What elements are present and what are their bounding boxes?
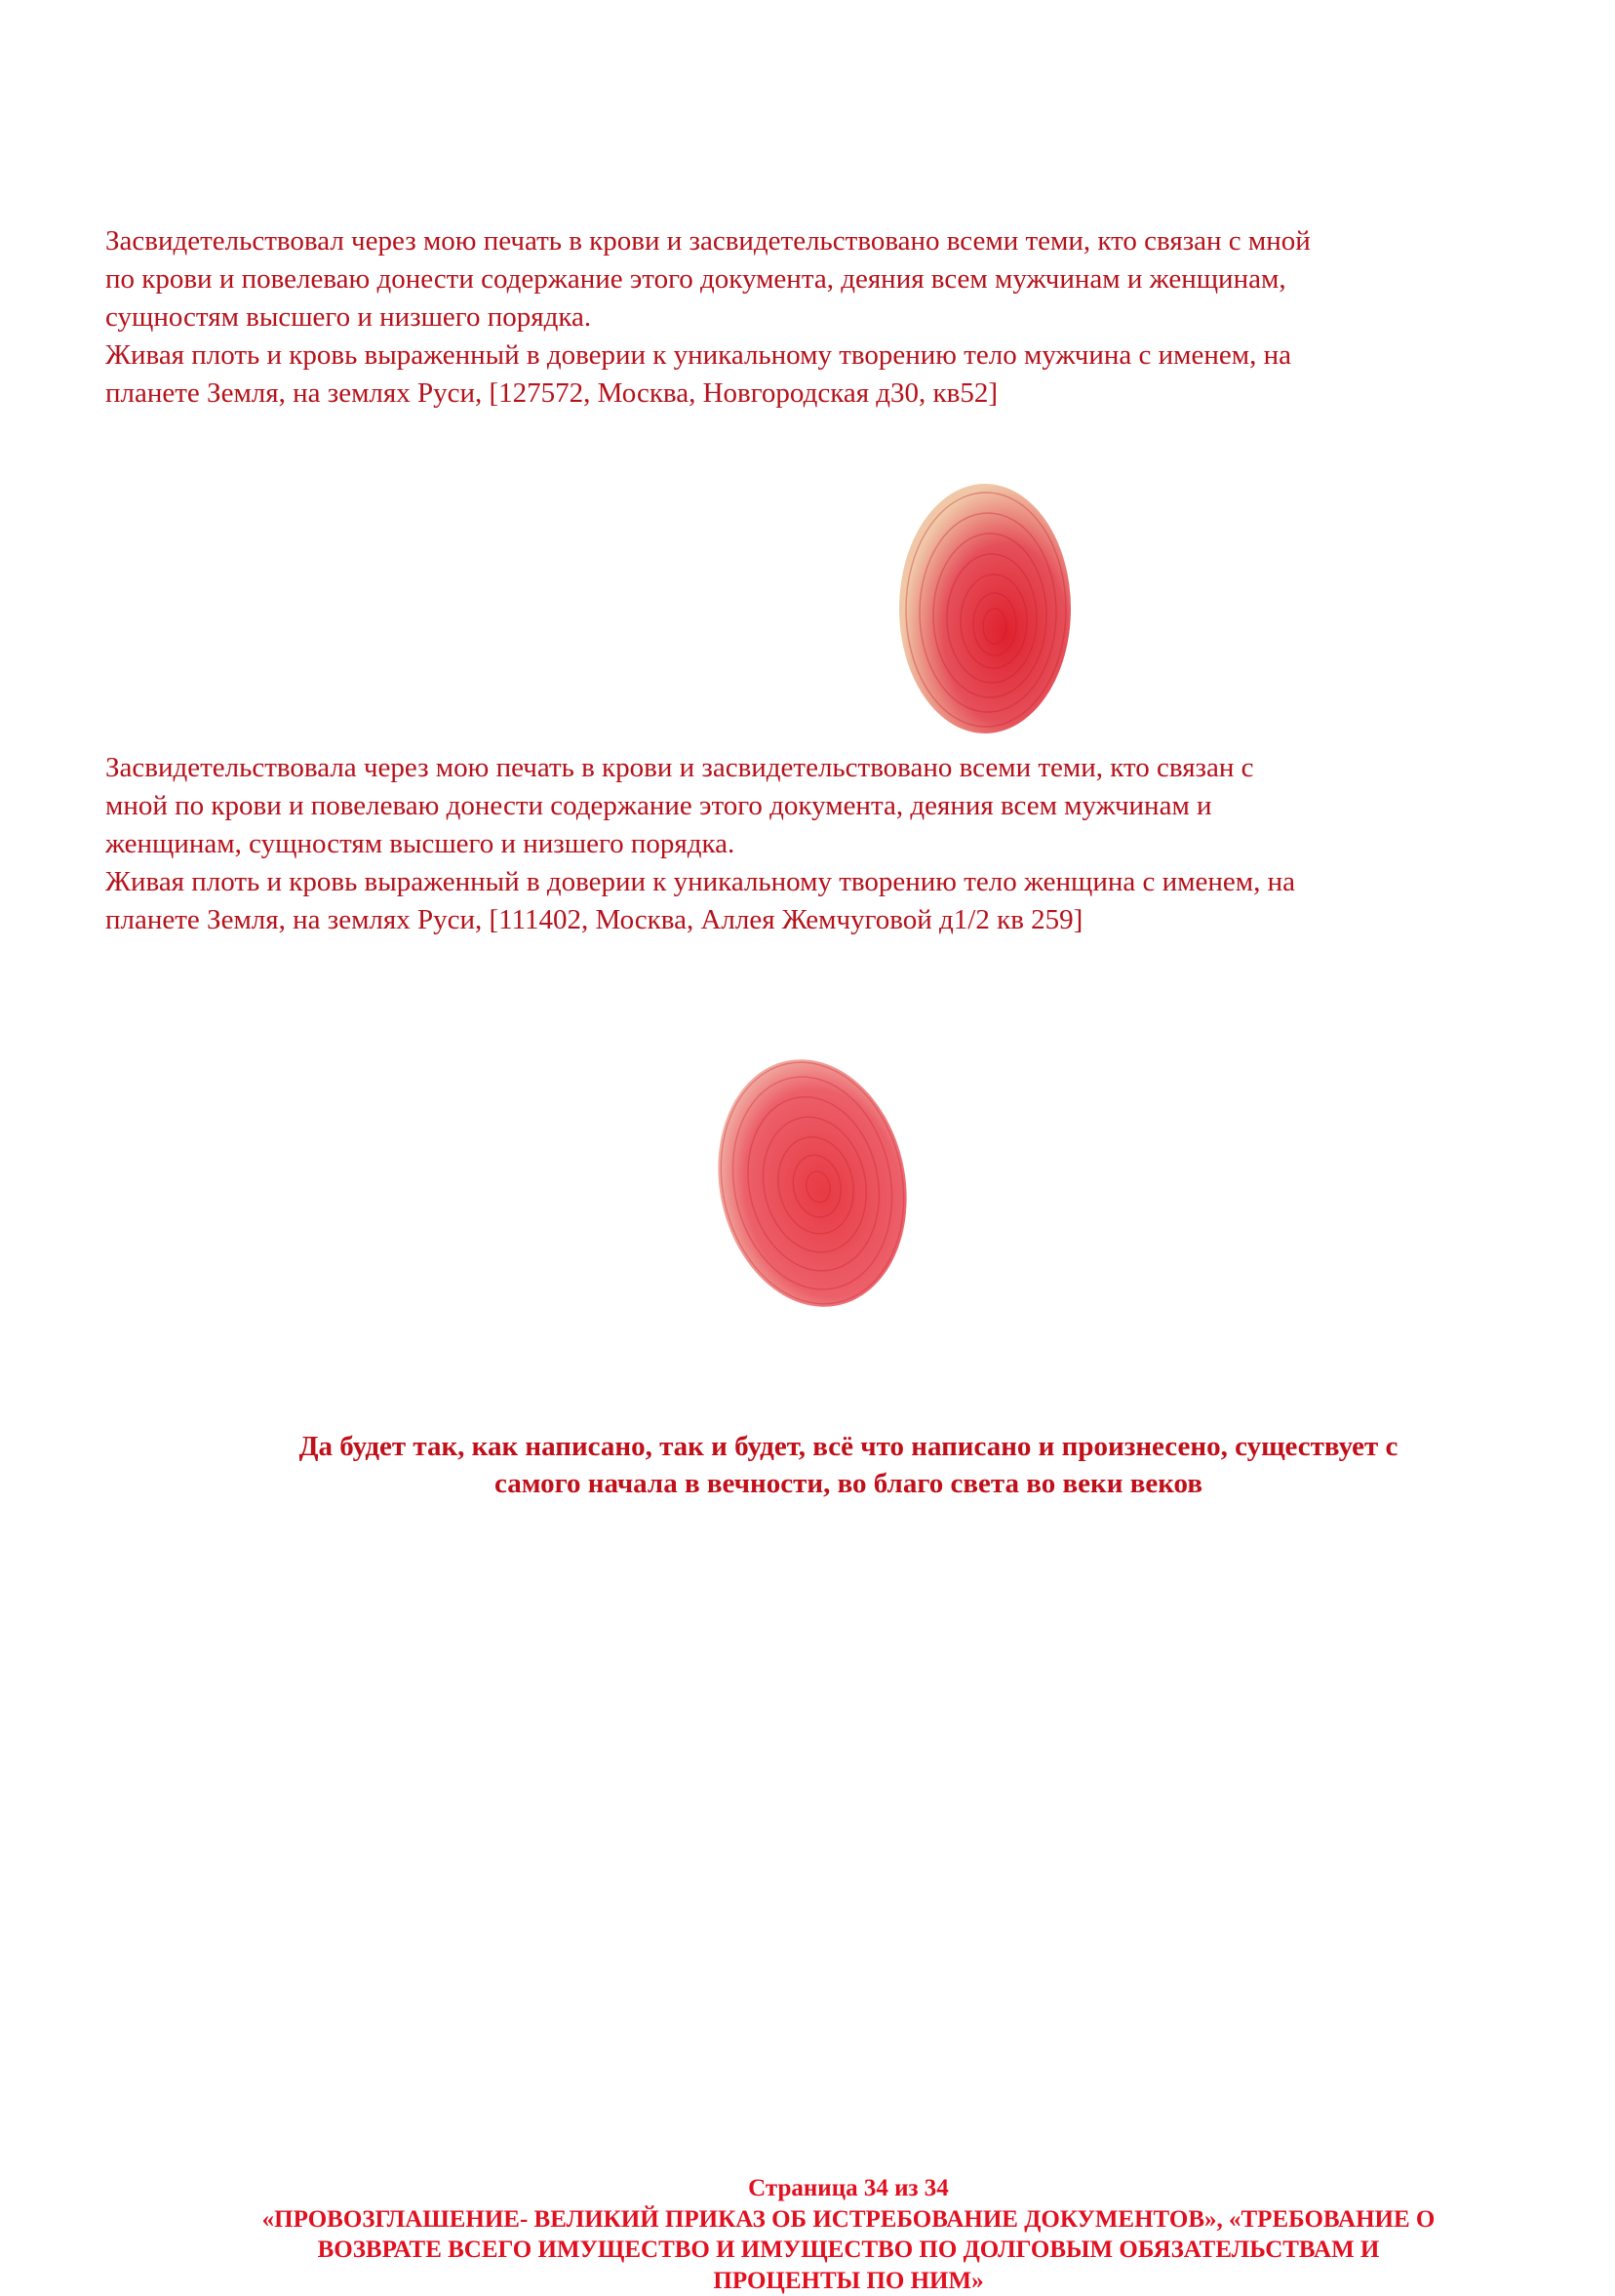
page-number: Страница 34 из 34 bbox=[146, 2173, 1551, 2204]
text-line: планете Земля, на землях Руси, [127572, Москва, Новгородская д30, кв52] bbox=[105, 375, 1529, 413]
document-title-line: ПРОЦЕНТЫ ПО НИМ» bbox=[146, 2266, 1551, 2296]
text-line: Засвидетельствовала через мою печать в крови и засвидетельствовано всеми теми, кто связан с bbox=[105, 749, 1529, 787]
text-line: мной по крови и повелеваю донести содержание этого документа, деяния всем мужчинам и bbox=[105, 787, 1529, 825]
page-footer bbox=[146, 2173, 1551, 2296]
text-line: по крови и повелеваю донести содержание этого документа, деяния всем мужчинам и женщинам, bbox=[105, 260, 1529, 298]
text-line: женщинам, сущностям высшего и низшего порядка. bbox=[105, 825, 1529, 863]
text-line: Живая плоть и кровь выраженный в доверии к уникальному творению тело мужчина с именем, на bbox=[105, 336, 1529, 375]
text-line: самого начала в вечности, во благо света во веки веков bbox=[146, 1465, 1551, 1502]
text-line: Засвидетельствовал через мою печать в крови и засвидетельствовано всеми теми, кто связан с мной bbox=[105, 222, 1529, 260]
fingerprint-image-2 bbox=[712, 1051, 917, 1315]
text-line: сущностям высшего и низшего порядка. bbox=[105, 298, 1529, 336]
male-testimony-paragraph bbox=[105, 222, 1529, 413]
text-line: Да будет так, как написано, так и будет, всё что написано и произнесено, существует с bbox=[146, 1428, 1551, 1465]
fingerprint-image-1 bbox=[892, 480, 1078, 738]
closing-statement bbox=[146, 1428, 1551, 1502]
document-title-line: «ПРОВОЗГЛАШЕНИЕ- ВЕЛИКИЙ ПРИКАЗ ОБ ИСТРЕБОВАНИЕ ДОКУМЕНТОВ», «ТРЕБОВАНИЕ О bbox=[146, 2204, 1551, 2236]
text-line: планете Земля, на землях Руси, [111402, Москва, Аллея Жемчуговой д1/2 кв 259] bbox=[105, 901, 1529, 939]
female-testimony-paragraph bbox=[105, 749, 1529, 939]
document-title-line: ВОЗВРАТЕ ВСЕГО ИМУЩЕСТВО И ИМУЩЕСТВО ПО ДОЛГОВЫМ ОБЯЗАТЕЛЬСТВАМ И bbox=[146, 2235, 1551, 2266]
text-line: Живая плоть и кровь выраженный в доверии к уникальному творению тело женщина с именем, на bbox=[105, 863, 1529, 901]
